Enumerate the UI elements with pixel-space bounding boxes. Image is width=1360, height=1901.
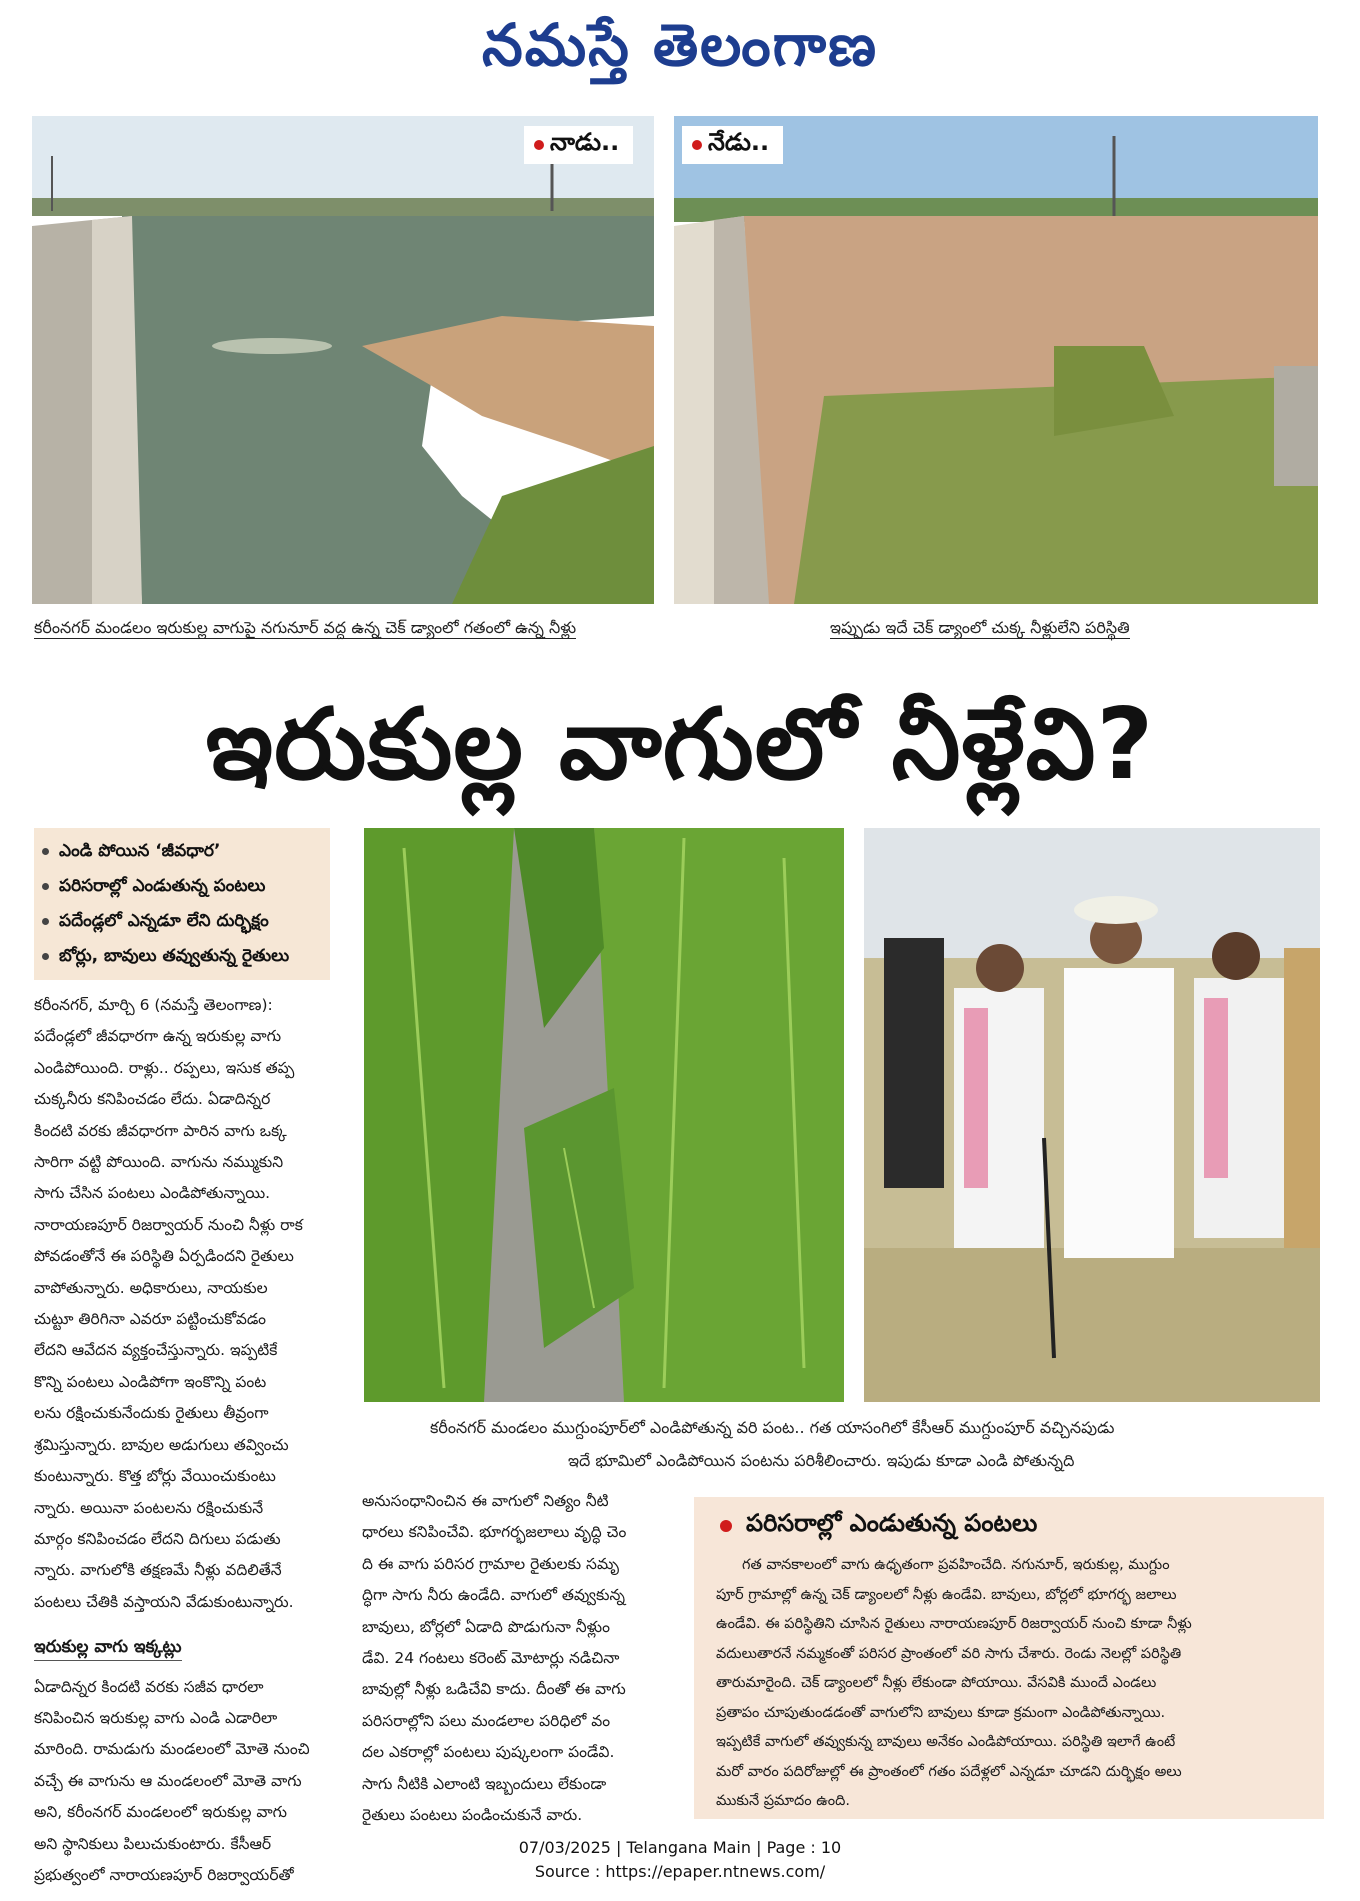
sidebar-line: గత వానకాలంలో వాగు ఉధృతంగా ప్రవహించేది. నగునూర్, ఇరుకుల్ల, ముగ్దుం xyxy=(742,1557,1170,1573)
bullet-icon xyxy=(42,883,49,890)
article-line: పంటలు చేతికి వస్తాయని వేడుకుంటున్నారు. xyxy=(34,1592,294,1611)
red-bullet-icon xyxy=(720,1520,732,1532)
article-line: ఎండిపోయింది. రాళ్లు.. రప్పలు, ఇసుక తప్ప xyxy=(34,1058,295,1077)
article-line: రైతులు పంటలు పండించుకునే వారు. xyxy=(362,1806,583,1825)
article-line: కుంటున్నారు. కొత్త బోర్లు వేయించుకుంటు xyxy=(34,1467,276,1486)
article-line: లేదని ఆవేదన వ్యక్తంచేస్తున్నారు. ఇప్పటికే xyxy=(34,1341,278,1360)
caption-past-photo: కరీంనగర్ మండలం ఇరుకుల్ల వాగుపై నగునూర్ వద్ద ఉన్న చెక్ డ్యాంలో గతంలో ఉన్న నీళ్లు xyxy=(34,618,577,637)
article-line: కొన్ని పంటలు ఎండిపోగా ఇంకొన్ని పంట xyxy=(34,1372,267,1391)
highlight-item: పదేండ్లలో ఎన్నడూ లేని దుర్భిక్షం xyxy=(42,904,322,939)
sidebar-title: పరిసరాల్లో ఎండుతున్న పంటలు xyxy=(720,1509,1306,1543)
article-line: కనిపించిన ఇరుకుల్ల వాగు ఎండి ఎడారిలా xyxy=(34,1708,278,1727)
article-line: ధారలు కనిపించేవి. భూగర్భజలాలు వృద్ధి చెం xyxy=(362,1523,627,1542)
article-line: నారాయణపూర్ రిజర్వాయర్ నుంచి నీళ్లు రాక xyxy=(34,1215,303,1234)
article-line: ఏడాదిన్నర కిందటి వరకు సజీవ ధారలా xyxy=(34,1677,264,1696)
red-bullet-icon xyxy=(534,140,544,150)
article-line: బావులు, బోర్లలో ఏడాది పొడుగునా నీళ్లుం xyxy=(362,1617,610,1636)
article-line: న్నారు. వాగులోకి తక్షణమే నీళ్లు వదిలితేనే xyxy=(34,1561,282,1580)
edition-info: 07/03/2025 | Telangana Main | Page : 10 xyxy=(518,1838,842,1857)
article-line: సాగు చేసిన పంటలు ఎండిపోతున్నాయి. xyxy=(34,1184,271,1203)
bullet-icon xyxy=(42,918,49,925)
caption-present-photo: ఇప్పుడు ఇదే చెక్ డ్యాంలో చుక్క నీళ్లులేని పరిస్థితి xyxy=(830,618,1130,637)
caption-paddy-line1: కరీంనగర్ మండలం ముగ్దుంపూర్‌లో ఎండిపోతున్న వరి పంట.. గత యాసంగిలో కేసీఆర్ ముగ్దుంపూర్ వచ్చినపుడు xyxy=(430,1418,1115,1437)
highlight-item: బోర్లు, బావులు తవ్వుతున్న రైతులు xyxy=(42,939,322,974)
red-bullet-icon xyxy=(692,140,702,150)
sidebar-box xyxy=(694,1497,1324,1819)
source-link[interactable]: Source : https://epaper.ntnews.com/ xyxy=(534,1862,826,1881)
bullet-icon xyxy=(42,848,49,855)
sidebar-line: పూర్ గ్రామాల్లో ఉన్న చెక్ డ్యాంలలో నీళ్లు ఉండేవి. బావులు, బోర్లలో భూగర్భ జలాలు xyxy=(716,1586,1177,1603)
article-line: వచ్చే ఈ వాగును ఆ మండలంలో మోతె వాగు xyxy=(34,1771,302,1790)
sidebar-line: ఇప్పటికే వాగులో తవ్వుకున్న బావులు అనేకం ఎండిపోయాయి. పరిస్థితి ఇలాగే ఉంటే xyxy=(716,1734,1176,1750)
photo-crop-inspection xyxy=(864,828,1320,1402)
article-line: చుక్కనీరు కనిపించడం లేదు. ఏడాదిన్నర xyxy=(34,1090,271,1109)
highlight-item: ఎండి పోయిన ‘జీవధార’ xyxy=(42,834,322,869)
article-line: ది ఈ వాగు పరిసర గ్రామాల రైతులకు సమృ xyxy=(362,1554,619,1573)
article-column-2 xyxy=(362,1486,674,1831)
article-column-1 xyxy=(34,990,342,1891)
sidebar-line: ఉండేవి. ఈ పరిస్థితిని చూసిన రైతులు నారాయణపూర్ రిజర్వాయర్ నుంచి కూడా నీళ్లు xyxy=(716,1616,1192,1632)
article-line: దల ఎకరాల్లో పంటలు పుష్కలంగా పండేవి. xyxy=(362,1743,615,1762)
sidebar-line: ప్రతాపం చూపుతుండడంతో వాగులోని బావులు కూడా క్రమంగా ఎండిపోతున్నాయి. xyxy=(716,1704,1166,1721)
article-line: మార్గం కనిపించడం లేదని దిగులు పడుతు xyxy=(34,1529,281,1548)
article-line: ద్ధిగా సాగు నీరు ఉండేది. వాగులో తవ్వుకున్న xyxy=(362,1586,625,1605)
article-line: కరీంనగర్, మార్చి 6 (నమస్తే తెలంగాణ): xyxy=(34,996,273,1014)
caption-paddy-line2: ఇదే భూమిలో ఎండిపోయిన పంటను పరిశీలించారు. ఇపుడు కూడా ఎండి పోతున్నది xyxy=(568,1451,1075,1470)
sidebar-line: వదులుతారనే నమ్మకంతో పరిసర ప్రాంతంలో వరి సాగు చేశారు. రెండు నెలల్లో పరిస్థితి xyxy=(716,1645,1182,1662)
highlights-box xyxy=(34,828,330,980)
photo-present-dry-checkdam xyxy=(674,116,1318,604)
label-present: నేడు.. xyxy=(682,126,783,164)
article-line: సాగు నీటికి ఎలాంటి ఇబ్బందులు లేకుండా xyxy=(362,1774,607,1793)
article-line: అని స్థానికులు పిలుచుకుంటారు. కేసీఆర్ xyxy=(34,1834,272,1853)
masthead-logo: నమస్తే తెలంగాణ xyxy=(482,11,878,79)
article-line: ప్రభుత్వంలో నారాయణపూర్ రిజర్వాయర్‌తో xyxy=(34,1865,294,1884)
article-subhead: ఇరుకుల్ల వాగు ఇక్కట్లు xyxy=(34,1634,182,1661)
article-line: డేవి. 24 గంటలు కరెంట్ మోటార్లు నడిచినా xyxy=(362,1649,620,1668)
article-line: చుట్టూ తిరిగినా ఎవరూ పట్టించుకోవడం xyxy=(34,1310,266,1329)
article-line: పోవడంతోనే ఈ పరిస్థితి ఏర్పడిందని రైతులు xyxy=(34,1247,294,1266)
article-line: అనుసంధానించిన ఈ వాగులో నిత్యం నీటి xyxy=(362,1492,609,1510)
sidebar-body xyxy=(716,1551,1306,1817)
sidebar-line: ముకునే ప్రమాదం ఉంది. xyxy=(716,1793,851,1809)
article-line: కిందటి వరకు జీవధారగా పారిన వాగు ఒక్క xyxy=(34,1121,287,1140)
headline: ఇరుకుల్ల వాగులో నీళ్లేవి? xyxy=(205,688,1155,802)
article-line: బావుల్లో నీళ్లు ఒడిచేవి కాదు. దీంతో ఈ వాగు xyxy=(362,1680,626,1699)
article-line: అని, కరీంనగర్ మండలంలో ఇరుకుల్ల వాగు xyxy=(34,1803,288,1822)
photo-drying-paddy xyxy=(364,828,844,1402)
article-line: లను రక్షించుకునేందుకు రైతులు తీవ్రంగా xyxy=(34,1404,269,1423)
bullet-icon xyxy=(42,953,49,960)
label-past: నాడు.. xyxy=(524,126,633,164)
highlight-item: పరిసరాల్లో ఎండుతున్న పంటలు xyxy=(42,869,322,904)
article-line: మారింది. రామడుగు మండలంలో మోతె నుంచి xyxy=(34,1740,310,1759)
article-line: వాపోతున్నారు. అధికారులు, నాయకుల xyxy=(34,1278,268,1297)
article-line: పదేండ్లలో జీవధారగా ఉన్న ఇరుకుల్ల వాగు xyxy=(34,1027,282,1046)
article-line: సారిగా వట్టి పోయింది. వాగును నమ్ముకుని xyxy=(34,1153,284,1172)
article-line: శ్రమిస్తున్నారు. బావుల అడుగులు తవ్వించు xyxy=(34,1435,289,1454)
photo-past-checkdam xyxy=(32,116,654,604)
sidebar-line: తారుమారైంది. చెక్ డ్యాంలలో నీళ్లు లేకుండా పోయాయి. వేసవికి ముందే ఎండలు xyxy=(716,1675,1157,1691)
article-line: న్నారు. అయినా పంటలను రక్షించుకునే xyxy=(34,1498,264,1517)
article-line: పరిసరాల్లోని పలు మండలాల పరిధిలో వం xyxy=(362,1711,611,1730)
sidebar-line: మరో వారం పదిరోజుల్లో ఈ ప్రాంతంలో గతం పదేళ్లలో ఎన్నడూ చూడని దుర్భిక్షం అలు xyxy=(716,1763,1182,1780)
